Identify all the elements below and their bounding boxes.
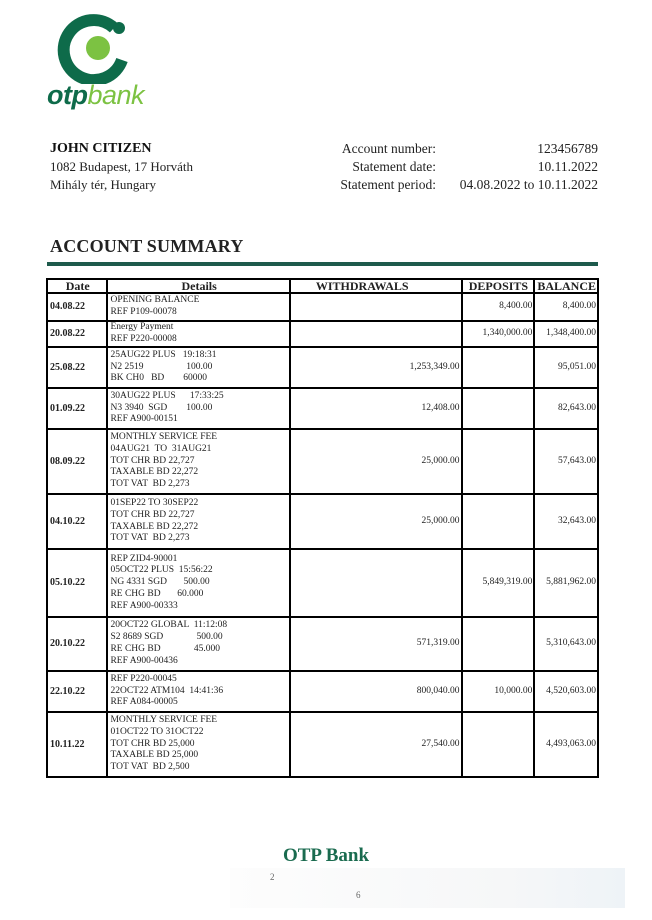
- section-title: ACCOUNT SUMMARY: [50, 236, 244, 256]
- table-header-row: [47, 279, 598, 293]
- detail-line: MONTHLY SERVICE FEE: [110, 432, 218, 442]
- col-header-date: Date: [47, 279, 107, 293]
- detail-line: 05OCT22 PLUS 15:56:22: [110, 565, 213, 576]
- cell-details: [107, 671, 289, 712]
- cell-deposit: 8,400.00: [462, 293, 535, 321]
- table-row: [47, 321, 598, 347]
- detail-line: 25AUG22 PLUS 19:18:31: [110, 349, 217, 360]
- detail-line: S2 8689 SGD 500.00: [110, 632, 223, 643]
- footer-faint-area: [230, 868, 625, 908]
- cell-deposit: 5,849,319.00: [462, 549, 535, 617]
- detail-line: REF P220-00045: [110, 673, 177, 684]
- detail-line: BK CH0 BD 60000: [110, 373, 208, 384]
- account-info: [330, 140, 598, 194]
- detail-line: TOT VAT BD 2,500: [110, 762, 190, 773]
- detail-line: TOT CHR BD 22,727: [110, 509, 195, 520]
- customer-block: [50, 140, 193, 194]
- cell-details: [107, 429, 289, 494]
- col-header-details: Details: [107, 279, 289, 293]
- detail-line: 22OCT22 ATM104 14:41:36: [110, 685, 224, 696]
- detail-line: TOT CHR BD 25,000: [110, 738, 195, 749]
- detail-line: RE CHG BD 45.000: [110, 644, 220, 654]
- account-number-label: Account number:: [341, 141, 436, 156]
- account-summary-table: [46, 278, 599, 778]
- cell-details: [107, 549, 289, 617]
- detail-line: Energy Payment: [110, 322, 174, 333]
- footer-bank-name: OTP Bank: [282, 845, 370, 866]
- detail-line: REF A900-00151: [110, 414, 178, 425]
- cell-balance: 8,400.00: [534, 293, 598, 321]
- cell-balance: 4,520,603.00: [534, 671, 598, 712]
- cell-withdrawal: [290, 321, 462, 347]
- account-number-row: [330, 140, 598, 158]
- account-number-value: 123456789: [537, 141, 598, 156]
- logo-text-bank: bank: [87, 80, 145, 110]
- cell-balance: 5,310,643.00: [534, 617, 598, 671]
- detail-line: 01SEP22 TO 30SEP22: [110, 497, 199, 508]
- cell-withdrawal: 12,408.00: [290, 388, 462, 429]
- table-row: [47, 347, 598, 388]
- detail-line: OPENING BALANCE: [110, 295, 200, 306]
- cell-balance: 5,881,962.00: [534, 549, 598, 617]
- statement-date-row: [330, 158, 598, 176]
- statement-date-value: 10.11.2022: [537, 159, 598, 174]
- otp-logo-wordmark: [47, 80, 144, 110]
- cell-withdrawal: 25,000.00: [290, 494, 462, 549]
- section-divider: [47, 262, 598, 266]
- detail-line: REF A900-00333: [110, 600, 178, 611]
- detail-line: NG 4331 SGD 500.00: [110, 577, 210, 588]
- cell-details: [107, 494, 289, 549]
- table-row: [47, 671, 598, 712]
- cell-details: [107, 712, 289, 777]
- cell-balance: 1,348,400.00: [534, 321, 598, 347]
- cell-details: [107, 347, 289, 388]
- cell-withdrawal: 571,319.00: [290, 617, 462, 671]
- statement-period-row: [330, 176, 598, 194]
- cell-deposit: [462, 347, 535, 388]
- detail-line: 01OCT22 TO 31OCT22: [110, 726, 204, 737]
- detail-line: N3 3940 SGD 100.00: [110, 402, 213, 413]
- detail-line: TOT VAT BD 2,273: [110, 479, 190, 490]
- cell-withdrawal: [290, 549, 462, 617]
- cell-withdrawal: 1,253,349.00: [290, 347, 462, 388]
- cell-deposit: 1,340,000.00: [462, 321, 535, 347]
- cell-balance: 82,643.00: [534, 388, 598, 429]
- detail-line: TAXABLE BD 22,272: [110, 467, 199, 478]
- cell-deposit: 10,000.00: [462, 671, 535, 712]
- footer-faint-mark: 2: [270, 872, 275, 882]
- cell-details: [107, 617, 289, 671]
- detail-line: N2 2519 100.00: [110, 361, 213, 372]
- statement-period-value: 04.08.2022 to 10.11.2022: [459, 177, 598, 192]
- statement-date-label: Statement date:: [352, 159, 436, 174]
- footer-faint-mark: 6: [356, 890, 361, 900]
- table-row: [47, 712, 598, 777]
- cell-withdrawal: 27,540.00: [290, 712, 462, 777]
- cell-details: [107, 293, 289, 321]
- cell-details: [107, 321, 289, 347]
- table-body: [47, 293, 598, 777]
- table-row: [47, 549, 598, 617]
- detail-line: TAXABLE BD 25,000: [110, 750, 199, 761]
- detail-line: TAXABLE BD 22,272: [110, 521, 199, 532]
- cell-deposit: [462, 617, 535, 671]
- otp-ring-icon: [44, 14, 154, 84]
- cell-date: 01.09.22: [47, 388, 107, 429]
- detail-line: MONTHLY SERVICE FEE: [110, 715, 218, 725]
- cell-date: 25.08.22: [47, 347, 107, 388]
- cell-date: 22.10.22: [47, 671, 107, 712]
- col-header-withdrawals: WITHDRAWALS: [290, 279, 462, 293]
- detail-line: 20OCT22 GLOBAL 11:12:08: [110, 620, 228, 631]
- cell-date: 20.10.22: [47, 617, 107, 671]
- cell-withdrawal: 800,040.00: [290, 671, 462, 712]
- detail-line: TOT CHR BD 22,727: [110, 455, 195, 466]
- cell-deposit: [462, 712, 535, 777]
- cell-deposit: [462, 388, 535, 429]
- detail-line: TOT VAT BD 2,273: [110, 533, 190, 544]
- cell-date: 05.10.22: [47, 549, 107, 617]
- cell-date: 08.09.22: [47, 429, 107, 494]
- col-header-deposits: DEPOSITS: [462, 279, 535, 293]
- detail-line: REF A900-00436: [110, 655, 178, 666]
- detail-line: 30AUG22 PLUS 17:33:25: [110, 390, 224, 401]
- table-row: [47, 388, 598, 429]
- cell-details: [107, 388, 289, 429]
- cell-date: 04.08.22: [47, 293, 107, 321]
- cell-date: 20.08.22: [47, 321, 107, 347]
- cell-date: 10.11.22: [47, 712, 107, 777]
- detail-line: REF P220-00008: [110, 334, 177, 344]
- cell-balance: 32,643.00: [534, 494, 598, 549]
- detail-line: RE CHG BD 60.000: [110, 588, 204, 599]
- customer-name: JOHN CITIZEN: [50, 141, 152, 156]
- detail-line: 04AUG21 TO 31AUG21: [110, 443, 212, 454]
- table-row: [47, 617, 598, 671]
- logo-text-otp: otp: [47, 80, 88, 110]
- detail-line: REF P109-00078: [110, 307, 177, 317]
- cell-balance: 4,493,063.00: [534, 712, 598, 777]
- col-header-balance: BALANCE: [534, 279, 598, 293]
- detail-line: REP ZID4-90001: [110, 553, 178, 564]
- cell-deposit: [462, 494, 535, 549]
- customer-address-line2: Mihály tér, Hungary: [50, 177, 156, 192]
- cell-withdrawal: [290, 293, 462, 321]
- table-row: [47, 293, 598, 321]
- table-row: [47, 429, 598, 494]
- cell-balance: 57,643.00: [534, 429, 598, 494]
- cell-deposit: [462, 429, 535, 494]
- cell-balance: 95,051.00: [534, 347, 598, 388]
- cell-withdrawal: 25,000.00: [290, 429, 462, 494]
- table-row: [47, 494, 598, 549]
- cell-date: 04.10.22: [47, 494, 107, 549]
- detail-line: REF A084-00005: [110, 697, 178, 708]
- statement-period-label: Statement period:: [340, 177, 436, 192]
- customer-address-line1: 1082 Budapest, 17 Horváth: [50, 159, 193, 174]
